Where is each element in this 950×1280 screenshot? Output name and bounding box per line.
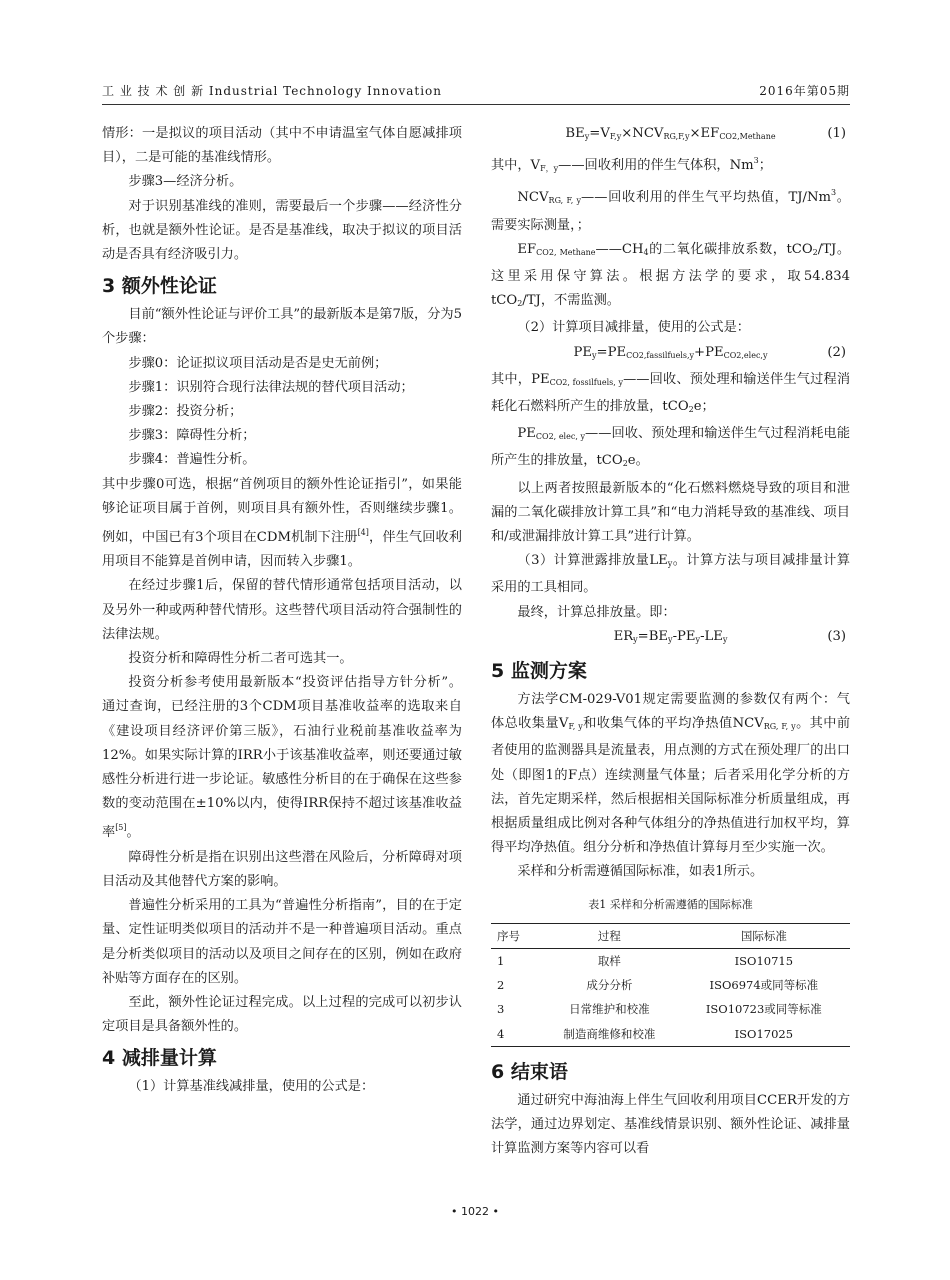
section-heading-6: 6 结束语 [491, 1060, 568, 1083]
equation-2: $PE_y=PE_{CO2,fassilfuels,y}+PE_{CO2,elec,y}$ (2) [491, 341, 850, 368]
paragraph: 在经过步骤1后，保留的替代情形通常包括项目活动，以及另外一种或两种替代情形。这些替代项目活动符合强制性的法律法规。 [102, 578, 462, 642]
table-cell: 日常维护和校准 [569, 1002, 650, 1017]
paragraph: 投资分析和障碍性分析二者可选其一。 [128, 651, 353, 667]
section-heading-3: 3 额外性论证 [102, 275, 217, 298]
table-row [491, 948, 850, 973]
table-cell: 取样 [597, 953, 621, 968]
header-cell: 国际标准 [740, 928, 787, 943]
standards-table [491, 923, 850, 1047]
paragraph: $EF_{CO2, Methane}——CH_4$的二氧化碳排放系数，tCO$_2$/TJ。这里采用保守算法。根据方法学的要求，取54.834 tCO$_2$/TJ，不需监测。 [491, 241, 851, 309]
left-column [102, 122, 462, 1100]
journal-title: 工 业 技 术 创 新 Industrial Technology Innovation [102, 84, 443, 98]
paragraph: 方法学CM-029-V01规定需要监测的参数仅有两个：气体总收集量$V_{F, y}$和收集气体的平均净热值$NCV_{RG, F, y}$。其中前者使用的监测器具是流量表，用点测的方式在预处理厂的出口处（即图1的F点）连续测量气体量；后者采用化学分析的方法，首先定期采样，然后根据相关国际标准分析质量组成，再根据质量组成比例对各种气体组分的净热值进行加权平均，算得平均净热值。组分分析和净热值计算每月至少实施一次。 [491, 692, 851, 856]
table-cell: 制造商维修和校准 [563, 1026, 656, 1041]
section-heading-4: 4 减排量计算 [102, 1047, 217, 1070]
text-run: 。 [126, 825, 140, 841]
paragraph: $NCV_{RG, F, y}——$回收利用的伴生气平均热值，TJ/Nm$^3$。需要实际测量，； [491, 188, 850, 233]
paragraph: 采样和分析需遵循国际标准，如表1所示。 [517, 864, 764, 880]
step-item: 步骤1：识别符合现行法律法规的替代项目活动； [128, 379, 414, 395]
equation-number: (2) [827, 344, 846, 360]
text-run: 投资分析参考使用最新版本“投资评估指导方针分析”。 通过查询，已经注册的3个CDM项目基准收益率的选取来自《建设项目经济评价第三版》，石油行业税前基准收益率为12%。如果实际计算的IRR小于该基准收益率，则还要通过敏感性分析进行进一步论证。敏感性分析目的在于确保在这些参数的变动范围在±10%以内，使得IRR保持不超过该基准收益率 [102, 675, 462, 841]
right-column [491, 122, 850, 1161]
paragraph: 目前“额外性论证与评价工具”的最新版本是第7版，分为5个步骤： [102, 307, 462, 347]
equation-3: $ER_y=BE_y-PE_y-LE_y$ (3) [491, 625, 850, 652]
paragraph: 以上两者按照最新版本的“化石燃料燃烧导致的项目和泄漏的二氧化碳排放计算工具”和“电力消耗导致的基准线、项目和/或泄漏排放计算工具”进行计算。 [491, 480, 850, 545]
table-cell: 4 [497, 1026, 505, 1041]
paragraph: （3）计算泄露排放量$LE_y$。计算方法与项目减排量计算采用的工具相同。 [491, 553, 851, 596]
running-header [102, 82, 850, 100]
table-row [491, 1022, 850, 1047]
table-cell: ISO10715 [734, 953, 794, 968]
paragraph: 至此，额外性论证过程完成。以上过程的完成可以初步认定项目是具备额外性的。 [102, 994, 462, 1035]
issue-label: 2016年第05期 [759, 84, 850, 98]
paragraph: $PE_{CO2, elec, y}——$回收、预处理和输送伴生气过程消耗电能所产生的排放量，tCO$_2$e。 [491, 426, 850, 469]
paragraph: （1）计算基准线减排量，使用的公式是： [128, 1079, 375, 1095]
table-cell: 3 [497, 1002, 505, 1017]
header-cell: 序号 [497, 928, 520, 943]
text-run: 其中步骤0可选，根据“首例项目的额外性论证指引”，如果能够论证项目属于首例，则项目具有额外性，否则继续步骤1。例如，中国已有3个项目在CDM机制下注册 [102, 476, 462, 546]
table-cell: 1 [497, 953, 505, 968]
table-cell: ISO6974或同等标准 [709, 978, 819, 993]
table-cell: ISO17025 [734, 1026, 794, 1041]
paragraph: 最终，计算总排放量。即： [517, 604, 676, 620]
paragraph: 障碍性分析是指在识别出这些潜在风险后，分析障碍对项目活动及其他替代方案的影响。 [102, 849, 462, 889]
paragraph: 普遍性分析采用的工具为“普遍性分析指南”，目的在于定量、定性证明类似项目的活动并不是一种普遍项目活动。重点是分析类似项目的活动以及项目之间存在的区别，例如在政府补贴等方面存在的区别。 [102, 898, 462, 986]
text-run: ，伴生气回收利用项目不能算是首例申请，因而转入步骤1。 [102, 530, 462, 570]
table-caption: 表1 采样和分析需遵循的国际标准 [588, 897, 753, 911]
paragraph [102, 671, 462, 845]
table-cell: 2 [497, 978, 505, 993]
header-rule [102, 104, 850, 105]
page-number: • 1022 • [451, 1205, 499, 1218]
step-item: 步骤4：普遍性分析。 [128, 452, 256, 468]
step-item: 步骤2：投资分析； [128, 404, 243, 420]
equation-number: (1) [827, 126, 846, 141]
equation-number: (3) [827, 628, 846, 644]
paragraph: 对于识别基准线的准则，需要最后一个步骤——经济性分析，也就是额外性论证。是否是基准线，取决于拟议的项目活动是否具有经济吸引力。 [102, 198, 462, 263]
table-header-row [491, 923, 850, 948]
paragraph [102, 473, 462, 575]
table-row [491, 997, 850, 1021]
paragraph: 通过研究中海油海上伴生气回收利用项目CCER开发的方法学，通过边界划定、基准线情景识别、额外性论证、减排量计算监测方案等内容可以看 [491, 1092, 850, 1157]
section-heading-5: 5 监测方案 [491, 660, 587, 683]
paragraph: 情形：一是拟议的项目活动（其中不申请温室气体自愿减排项目），二是可能的基准线情形。 [102, 126, 462, 166]
table-cell: ISO10723或同等标准 [705, 1002, 822, 1017]
citation-ref: [5] [115, 823, 127, 833]
paragraph: 步骤3—经济分析。 [128, 174, 243, 190]
paragraph: 其中，$V_{F,y}——$回收利用的伴生气体积，Nm$^3$； [491, 156, 772, 174]
step-item: 步骤0：论证拟议项目活动是否是史无前例； [128, 355, 388, 371]
citation-ref: [4] [357, 528, 369, 538]
step-item: 步骤3：障碍性分析； [128, 428, 256, 444]
equation-1: $BE_y=V_{F,y}\times NCV_{RG,F,y}\times EF_{CO2,Methane}$ (1) [491, 122, 850, 149]
header-cell: 过程 [597, 928, 621, 943]
table-row [491, 973, 850, 997]
paragraph: （2）计算项目减排量，使用的公式是： [517, 320, 750, 336]
table-cell: 成分分析 [586, 978, 633, 993]
paragraph: 其中，$PE_{CO2, fossilfuels, y}——$回收、预处理和输送伴生气过程消耗化石燃料所产生的排放量，tCO$_2$e； [491, 371, 851, 415]
